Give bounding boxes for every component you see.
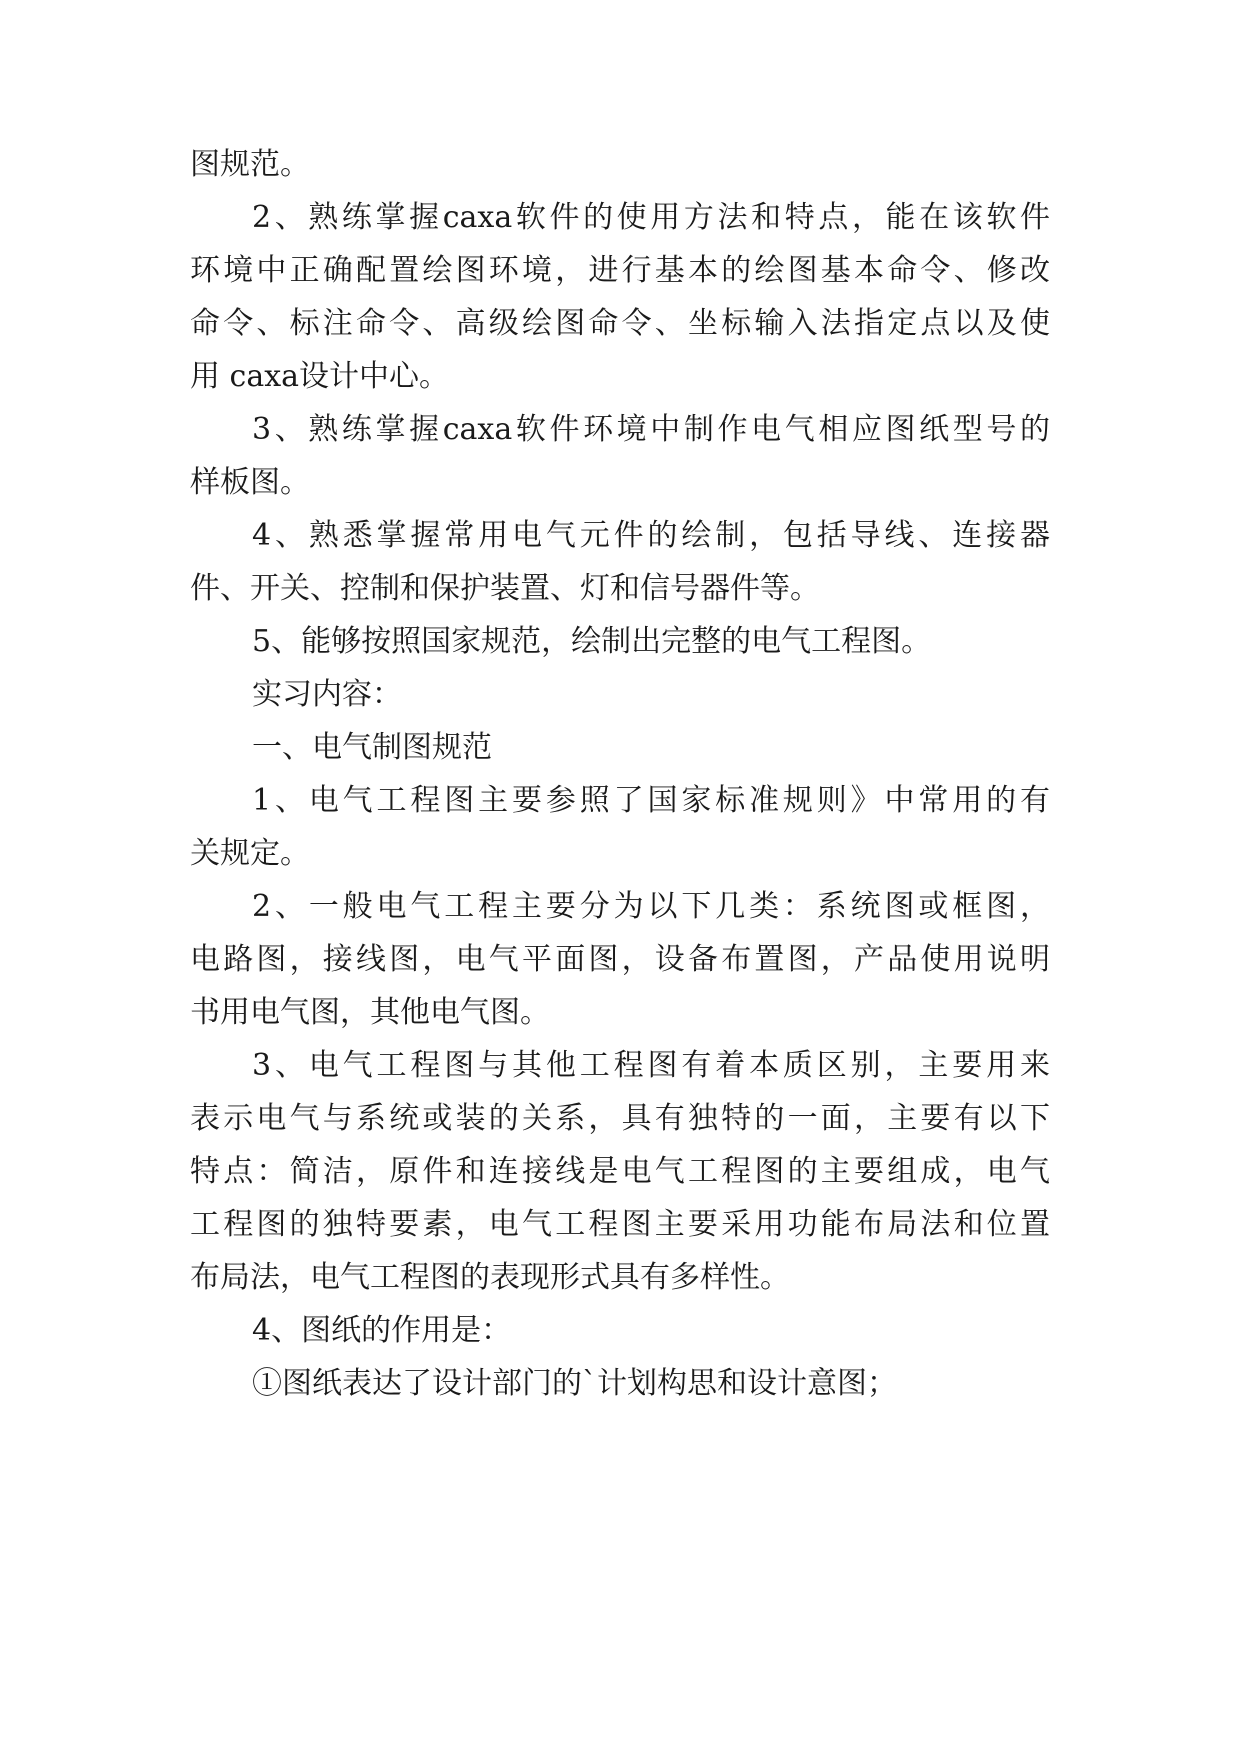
- text-line: 3、电气工程图与其他工程图有着本质区别，主要用来: [252, 1048, 1050, 1083]
- text-line: 工程图的独特要素，电气工程图主要采用功能布局法和位置: [190, 1207, 1050, 1242]
- text-line: 布局法，电气工程图的表现形式具有多样性。: [190, 1260, 790, 1295]
- text-line: 特点：简洁，原件和连接线是电气工程图的主要组成，电气: [190, 1154, 1050, 1189]
- text-line: 2、熟练掌握caxa软件的使用方法和特点，能在该软件: [252, 200, 1050, 235]
- text-line: 2、一般电气工程主要分为以下几类：系统图或框图，: [252, 889, 1050, 924]
- text-line: 样板图。: [190, 465, 310, 500]
- section-heading: 一、电气制图规范: [252, 730, 492, 765]
- text-line: 用 caxa设计中心。: [190, 359, 450, 394]
- text-line: 环境中正确配置绘图环境，进行基本的绘图基本命令、修改: [190, 253, 1050, 288]
- text-line: 5、能够按照国家规范，绘制出完整的电气工程图。: [252, 624, 932, 659]
- text-line: 4、图纸的作用是：: [252, 1313, 512, 1348]
- text-line: 电路图，接线图，电气平面图，设备布置图，产品使用说明: [190, 942, 1050, 977]
- text-line: 4、熟悉掌握常用电气元件的绘制，包括导线、连接器: [252, 518, 1050, 553]
- text-line: 命令、标注命令、高级绘图命令、坐标输入法指定点以及使: [190, 306, 1050, 341]
- text-line: 1、电气工程图主要参照了国家标准规则》中常用的有: [252, 783, 1050, 818]
- text-line: 图规范。: [190, 147, 310, 182]
- text-line: ①图纸表达了设计部门的`计划构思和设计意图；: [252, 1366, 897, 1401]
- section-heading: 实习内容：: [252, 677, 402, 712]
- text-line: 书用电气图，其他电气图。: [190, 995, 550, 1030]
- text-line: 表示电气与系统或装的关系，具有独特的一面，主要有以下: [190, 1101, 1050, 1136]
- text-line: 3、熟练掌握caxa软件环境中制作电气相应图纸型号的: [252, 412, 1050, 447]
- text-line: 件、开关、控制和保护装置、灯和信号器件等。: [190, 571, 820, 606]
- text-line: 关规定。: [190, 836, 310, 871]
